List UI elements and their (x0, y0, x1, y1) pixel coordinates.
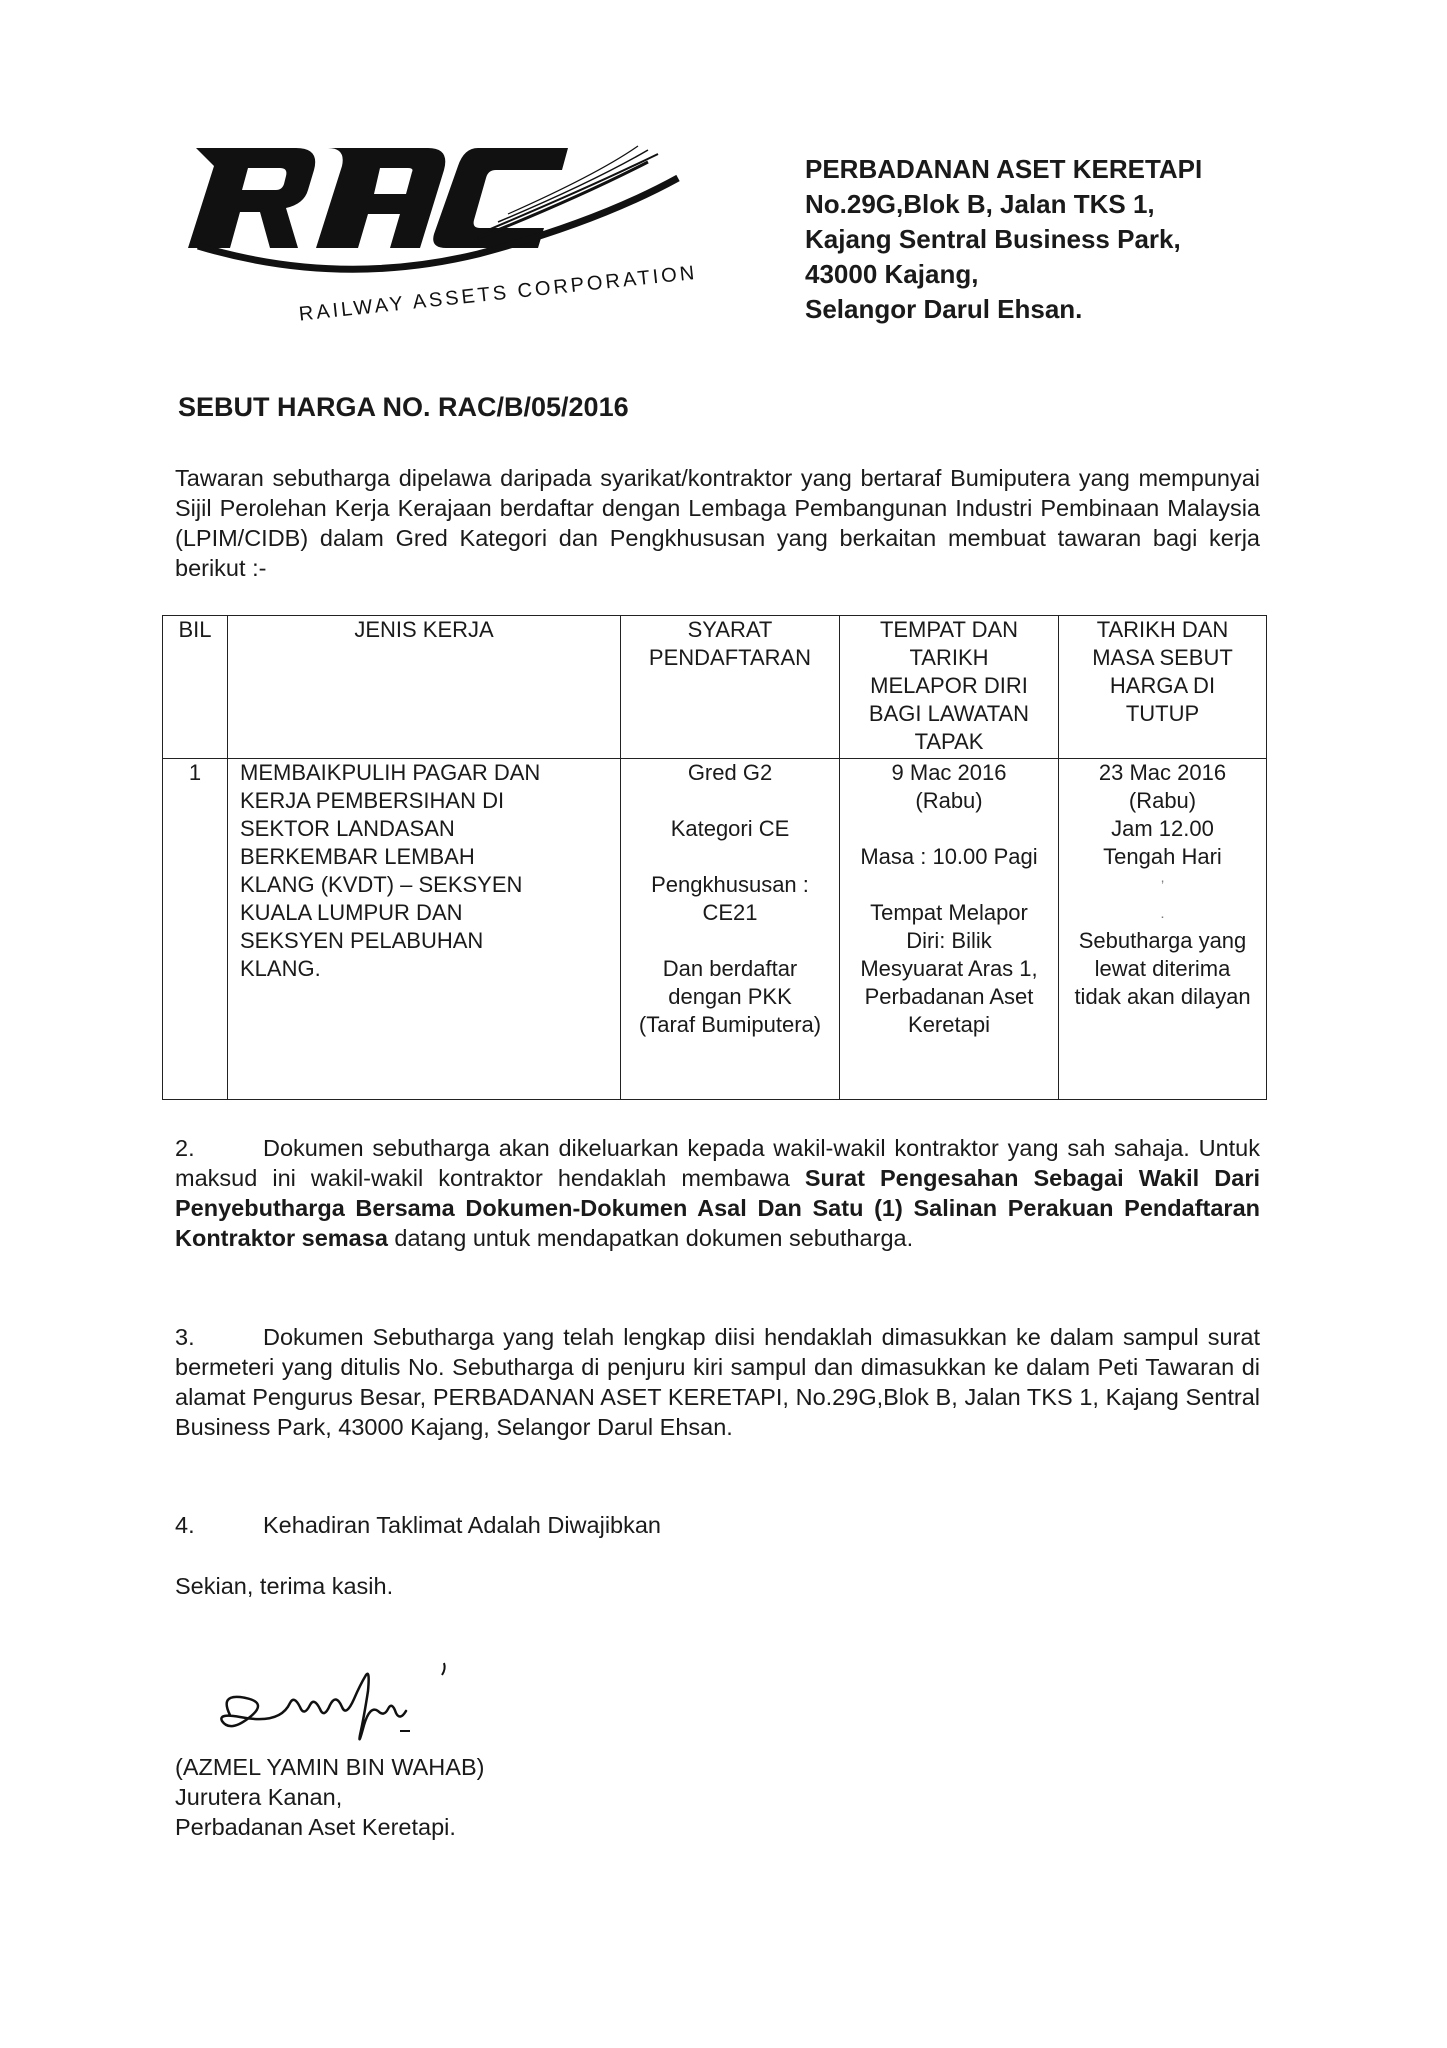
address-line: No.29G,Blok B, Jalan TKS 1, (805, 189, 1155, 219)
signatory-title: Jurutera Kanan, (175, 1784, 343, 1810)
rac-logo (178, 138, 708, 338)
paragraph-text: Dokumen Sebutharga yang telah lengkap diisi hendaklah dimasukkan ke dalam sampul surat bermeteri yang ditulis No. Sebutharga di penjuru kiri sampul dan dimasukkan ke dalam Peti Tawaran di alamat Pengurus Besar, PERBADANAN ASET KERETAPI, No.29G,Blok B, Jalan TKS 1, Kajang Sentral Business Park, 43000 Kajang, Selangor Darul Ehsan. (175, 1324, 1260, 1440)
rac-logo-graphic (178, 138, 708, 338)
cell-tempat-tarikh: 9 Mac 2016 (Rabu) Masa : 10.00 Pagi Tempat Melapor Diri: Bilik Mesyuarat Aras 1, Perbadanan Aset Keretapi (840, 759, 1059, 1100)
paragraph-4 (175, 1510, 1260, 1540)
header-syarat: SYARAT PENDAFTARAN (621, 616, 840, 759)
table-header-row (163, 616, 1267, 759)
signatory-block (175, 1752, 484, 1842)
quotation-table (162, 615, 1267, 1100)
signatory-organisation: Perbadanan Aset Keretapi. (175, 1814, 456, 1840)
header-tempat-tarikh: TEMPAT DAN TARIKH MELAPOR DIRI BAGI LAWATAN TAPAK (840, 616, 1059, 759)
header-bil: BIL (163, 616, 228, 759)
paragraph-number: 2. (175, 1135, 195, 1161)
paragraph-bold-text: Surat Pengesahan Sebagai Wakil Dari Penyebutharga Bersama Dokumen-Dokumen Asal Dan Satu (1) Salinan Perakuan Pendaftaran Kontraktor semasa (175, 1165, 1260, 1251)
header-jenis-kerja: JENIS KERJA (228, 616, 621, 759)
paragraph-text: Kehadiran Taklimat Adalah Diwajibkan (263, 1512, 661, 1538)
paragraph-number: 4. (175, 1512, 195, 1538)
paragraph-text: Dokumen sebutharga akan dikeluarkan kepada wakil-wakil kontraktor yang sah sahaja. Untuk maksud ini wakil-wakil kontraktor hendaklah membawa (175, 1135, 1260, 1191)
paragraph-3 (175, 1322, 1260, 1442)
table-row (163, 759, 1267, 1100)
rac-wordmark (188, 148, 568, 248)
address-line: PERBADANAN ASET KERETAPI (805, 154, 1203, 184)
logo-tagline: RAILWAY ASSETS CORPORATION (297, 261, 699, 326)
address-line: Selangor Darul Ehsan. (805, 294, 1083, 324)
quotation-reference: SEBUT HARGA NO. RAC/B/05/2016 (178, 392, 629, 422)
address-line: Kajang Sentral Business Park, (805, 224, 1181, 254)
cell-bil: 1 (163, 759, 228, 1100)
paragraph-2 (175, 1133, 1260, 1253)
cell-tarikh-tutup: 23 Mac 2016 (Rabu) Jam 12.00 Tengah Hari ’ ․ Sebutharga yang lewat diterima tidak akan dilayan (1059, 759, 1267, 1100)
closing-text: Sekian, terima kasih. (175, 1573, 394, 1599)
paragraph-text: datang untuk mendapatkan dokumen sebutharga. (387, 1225, 914, 1251)
signatory-name: (AZMEL YAMIN BIN WAHAB) (175, 1754, 485, 1780)
header-tarikh-masa: TARIKH DAN MASA SEBUT HARGA DI TUTUP (1059, 616, 1267, 759)
address-line: 43000 Kajang, (805, 259, 979, 289)
cell-syarat: Gred G2 Kategori CE Pengkhususan : CE21 Dan berdaftar dengan PKK (Taraf Bumiputera) (621, 759, 840, 1100)
company-address (805, 152, 1202, 327)
intro-paragraph: Tawaran sebutharga dipelawa daripada syarikat/kontraktor yang bertaraf Bumiputera yang mempunyai Sijil Perolehan Kerja Kerajaan berdaftar dengan Lembaga Pembangunan Industri Pembinaan Malaysia (LPIM/CIDB) dalam Gred Kategori dan Pengkhususan yang berkaitan membuat tawaran bagi kerja berikut :- (175, 465, 1260, 581)
paragraph-number: 3. (175, 1324, 195, 1350)
cell-jenis-kerja: MEMBAIKPULIH PAGAR DAN KERJA PEMBERSIHAN DI SEKTOR LANDASAN BERKEMBAR LEMBAH KLANG (KVDT) – SEKSYEN KUALA LUMPUR DAN SEKSYEN PELABUHAN KLANG. (228, 759, 621, 1100)
